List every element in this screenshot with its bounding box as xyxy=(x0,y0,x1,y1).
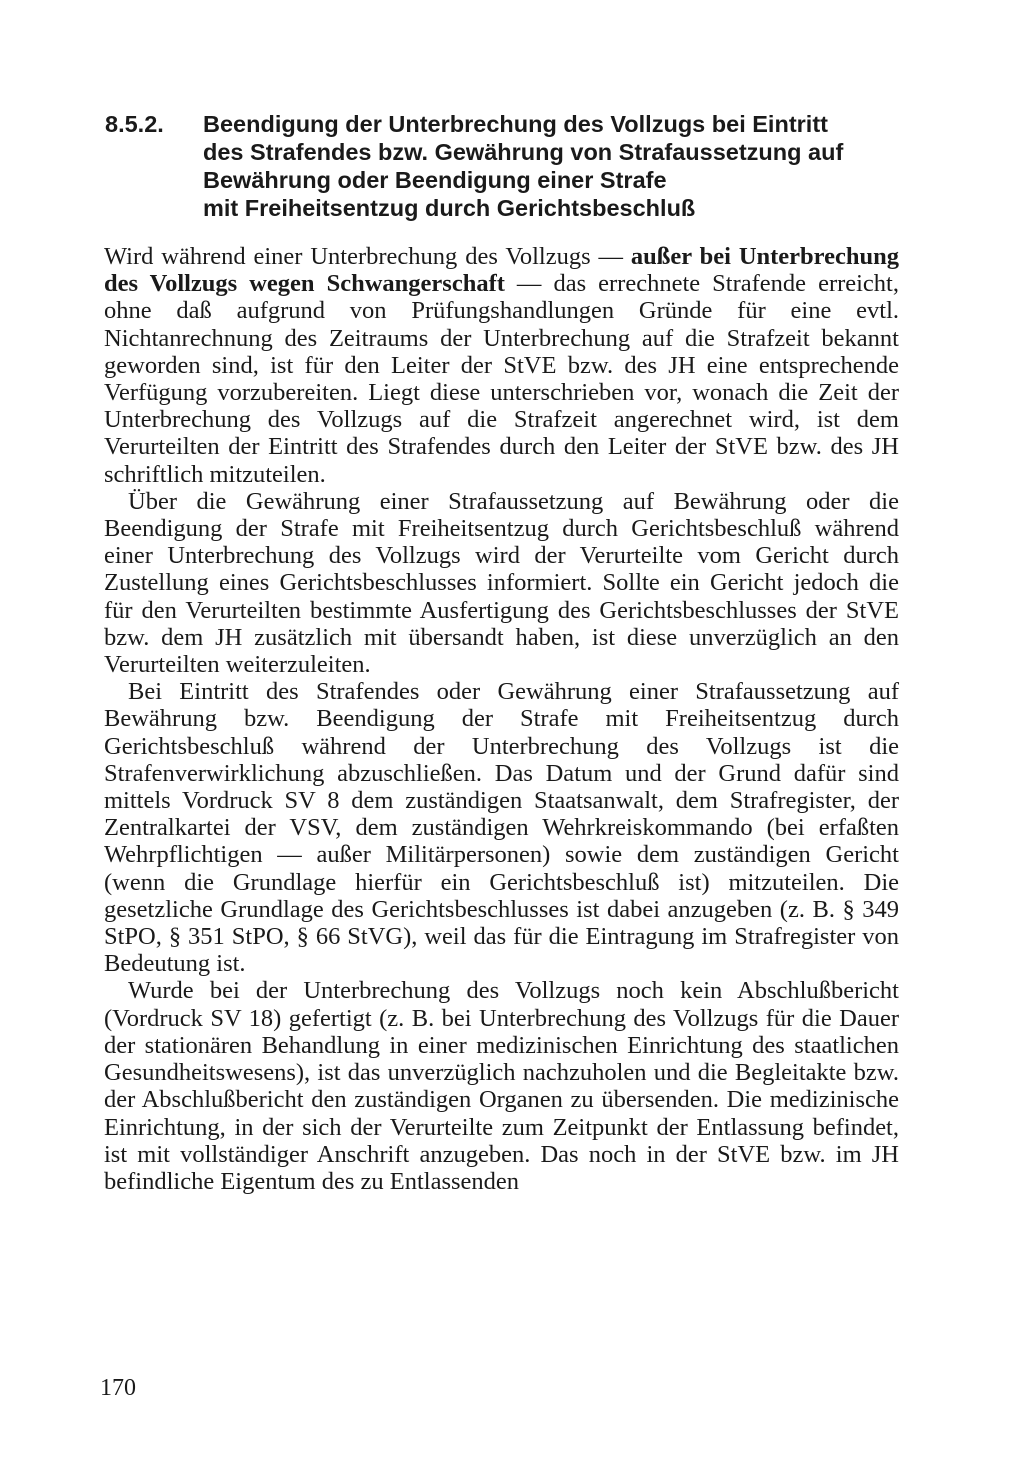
paragraph-4: Wurde bei der Unterbrechung des Vollzugs noch kein Abschlußbericht (Vordruck SV 18) gefertigt (z. B. bei Unterbrechung des Vollzugs für die Dauer der stationären Behandlung in einer medizinischen Einrichtung des staatlichen Gesundheitswesens), ist das unverzüglich nachzuholen und die Begleitakte bzw. der Abschlußbericht den zuständigen Organen zu übersenden. Die medizinische Einrichtung, in der sich der Verurteilte zum Zeitpunkt der Entlassung befindet, ist mit vollständiger Anschrift anzugeben. Das noch in der StVE bzw. im JH befindliche Eigentum des zu Entlassenden xyxy=(104,977,899,1195)
paragraph-1 xyxy=(104,243,899,488)
page-number: 170 xyxy=(100,1375,136,1401)
paragraph-1-start: Wird während einer Unterbrechung des Vollzugs — xyxy=(104,243,631,270)
paragraph-2: Über die Gewährung einer Strafaussetzung auf Bewährung oder die Beendigung der Strafe mit Freiheitsentzug durch Gerichtsbeschluß während einer Unterbrechung des Vollzugs wird der Verurteilte vom Gericht durch Zustellung eines Gerichtsbeschlusses informiert. Sollte ein Gericht jedoch die für den Verurteilten bestimmte Ausfertigung des Gerichtsbeschlusses der StVE bzw. dem JH zusätzlich mit übersandt haben, ist diese unverzüglich an den Verurteilten weiterzuleiten. xyxy=(104,487,899,679)
paragraph-1-rest: — das errechnete Strafende erreicht, ohne daß aufgrund von Prüfungshandlungen Gründe für eine evtl. Nichtanrechnung des Zeitraums der Unterbrechung auf die Strafzeit bekannt geworden sind, ist für den Leiter der StVE bzw. des JH eine entsprechende Verfügung vorzubereiten. Liegt diese unterschrieben vor, wonach die Zeit der Unterbrechung des Vollzugs auf die Strafzeit angerechnet wird, ist dem Verurteilten der Eintritt des Strafendes durch den Leiter der StVE bzw. des JH schriftlich mitzuteilen. xyxy=(104,270,899,488)
section-title: Beendigung der Unterbrechung des Vollzugs bei Eintritt des Strafendes bzw. Gewährung von Strafaussetzung auf Bewährung oder Beendigung einer Strafe mit Freiheitsentzug durch Gerichtsbeschluß xyxy=(203,111,844,221)
section-heading xyxy=(105,110,905,222)
body-text xyxy=(104,243,899,1195)
paragraph-3: Bei Eintritt des Strafendes oder Gewährung einer Strafaussetzung auf Bewährung bzw. Beendigung der Strafe mit Freiheitsentzug durch Gerichtsbeschluß während der Unterbrechung des Vollzugs ist die Strafenverwirklichung abzuschließen. Das Datum und der Grund dafür sind mittels Vordruck SV 8 dem zuständigen Staatsanwalt, dem Strafregister, der Zentralkartei der VSV, dem zuständigen Wehrkreiskommando (bei erfaßten Wehrpflichtigen — außer Militärpersonen) sowie dem zuständigen Gericht (wenn die Grundlage hierfür ein Gerichtsbeschluß ist) mitzuteilen. Die gesetzliche Grundlage des Gerichtsbeschlusses ist dabei anzugeben (z. B. § 349 StPO, § 351 StPO, § 66 StVG), weil das für die Eintragung im Strafregister von Bedeutung ist. xyxy=(104,678,899,978)
section-number: 8.5.2. xyxy=(105,111,164,137)
paragraph-1-emphasis: außer bei Unterbrechung des Vollzugs wegen Schwangerschaft xyxy=(104,243,899,298)
